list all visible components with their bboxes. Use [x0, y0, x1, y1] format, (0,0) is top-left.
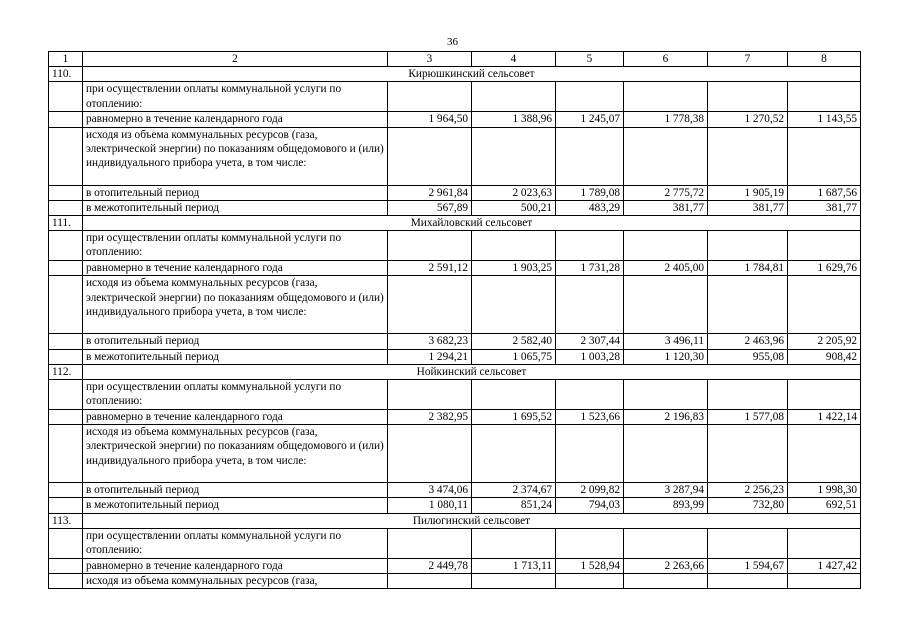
value-cell: 2 099,82 — [556, 483, 624, 498]
value-cell — [708, 574, 788, 589]
value-cell: 1 143,55 — [788, 112, 861, 127]
column-number-cell: 3 — [388, 52, 472, 67]
table-row — [49, 127, 861, 185]
value-cell: 381,77 — [624, 200, 708, 215]
value-cell — [788, 82, 861, 112]
value-cell: 1 003,28 — [556, 349, 624, 364]
column-number-cell: 6 — [624, 52, 708, 67]
value-cell — [388, 380, 472, 410]
table-row — [49, 380, 861, 410]
value-cell: 3 682,23 — [388, 334, 472, 349]
table-row — [49, 231, 861, 261]
value-cell: 908,42 — [788, 349, 861, 364]
value-cell — [388, 276, 472, 334]
row-label: при осуществлении оплаты коммунальной услуги по отоплению: — [83, 528, 388, 558]
row-label: в межотопительный период — [83, 349, 388, 364]
index-cell — [49, 528, 83, 558]
value-cell — [556, 276, 624, 334]
row-label: равномерно в течение календарного года — [83, 558, 388, 573]
row-label: в отопительный период — [83, 185, 388, 200]
table-row — [49, 528, 861, 558]
row-label: в отопительный период — [83, 334, 388, 349]
row-label: в межотопительный период — [83, 200, 388, 215]
row-label: исходя из объема коммунальных ресурсов (газа, электрической энергии) по показаниям общедомового и (или) индивидуального прибора учета, в том числе: — [83, 127, 388, 185]
value-cell: 1 427,42 — [788, 558, 861, 573]
value-cell — [624, 528, 708, 558]
row-label: при осуществлении оплаты коммунальной услуги по отоплению: — [83, 231, 388, 261]
value-cell: 381,77 — [708, 200, 788, 215]
value-cell — [556, 231, 624, 261]
index-cell — [49, 558, 83, 573]
value-cell: 2 961,84 — [388, 185, 472, 200]
row-label: в межотопительный период — [83, 498, 388, 513]
index-cell — [49, 410, 83, 425]
table-row — [49, 410, 861, 425]
row-label: при осуществлении оплаты коммунальной услуги по отоплению: — [83, 82, 388, 112]
value-cell — [472, 127, 556, 185]
value-cell: 1 245,07 — [556, 112, 624, 127]
section-row — [49, 216, 861, 231]
value-cell — [708, 380, 788, 410]
value-cell — [472, 425, 556, 483]
value-cell — [388, 425, 472, 483]
value-cell: 1 998,30 — [788, 483, 861, 498]
index-cell — [49, 82, 83, 112]
value-cell — [624, 127, 708, 185]
index-cell — [49, 185, 83, 200]
value-cell: 2 591,12 — [388, 261, 472, 276]
index-cell — [49, 276, 83, 334]
section-row — [49, 513, 861, 528]
value-cell: 2 374,67 — [472, 483, 556, 498]
value-cell — [556, 127, 624, 185]
value-cell: 1 964,50 — [388, 112, 472, 127]
table-row — [49, 349, 861, 364]
section-title: Нойкинский сельсовет — [83, 364, 861, 379]
index-cell — [49, 261, 83, 276]
table-row — [49, 574, 861, 589]
value-cell — [556, 82, 624, 112]
value-cell — [556, 380, 624, 410]
value-cell: 893,99 — [624, 498, 708, 513]
table-body — [49, 52, 861, 589]
section-row — [49, 67, 861, 82]
value-cell: 1 528,94 — [556, 558, 624, 573]
value-cell: 692,51 — [788, 498, 861, 513]
value-cell — [556, 574, 624, 589]
table-row — [49, 334, 861, 349]
column-number-row — [49, 52, 861, 67]
index-cell — [49, 425, 83, 483]
table-row — [49, 498, 861, 513]
value-cell: 483,29 — [556, 200, 624, 215]
value-cell: 1 120,30 — [624, 349, 708, 364]
value-cell: 381,77 — [788, 200, 861, 215]
value-cell: 1 594,67 — [708, 558, 788, 573]
value-cell: 851,24 — [472, 498, 556, 513]
value-cell — [788, 425, 861, 483]
value-cell: 1 778,38 — [624, 112, 708, 127]
column-number-cell: 2 — [83, 52, 388, 67]
table-row — [49, 558, 861, 573]
page-number: 36 — [447, 36, 458, 48]
index-cell — [49, 334, 83, 349]
value-cell — [624, 574, 708, 589]
value-cell: 2 256,23 — [708, 483, 788, 498]
column-number-cell: 1 — [49, 52, 83, 67]
value-cell — [624, 276, 708, 334]
section-title: Михайловский сельсовет — [83, 216, 861, 231]
value-cell — [556, 425, 624, 483]
table-row — [49, 200, 861, 215]
value-cell: 1 629,76 — [788, 261, 861, 276]
value-cell: 2 582,40 — [472, 334, 556, 349]
index-cell — [49, 200, 83, 215]
value-cell: 2 449,78 — [388, 558, 472, 573]
value-cell — [708, 231, 788, 261]
value-cell: 732,80 — [708, 498, 788, 513]
value-cell: 1 789,08 — [556, 185, 624, 200]
section-index: 112. — [49, 364, 83, 379]
value-cell — [788, 127, 861, 185]
value-cell: 3 287,94 — [624, 483, 708, 498]
value-cell — [472, 231, 556, 261]
column-number-cell: 5 — [556, 52, 624, 67]
value-cell — [556, 528, 624, 558]
value-cell — [472, 574, 556, 589]
value-cell: 2 196,83 — [624, 410, 708, 425]
value-cell: 1 731,28 — [556, 261, 624, 276]
value-cell: 500,21 — [472, 200, 556, 215]
value-cell: 2 023,63 — [472, 185, 556, 200]
value-cell — [388, 528, 472, 558]
value-cell — [472, 276, 556, 334]
table-row — [49, 82, 861, 112]
row-label: равномерно в течение календарного года — [83, 410, 388, 425]
value-cell — [624, 231, 708, 261]
value-cell: 1 294,21 — [388, 349, 472, 364]
value-cell — [388, 574, 472, 589]
value-cell: 567,89 — [388, 200, 472, 215]
value-cell — [388, 231, 472, 261]
table-row — [49, 261, 861, 276]
value-cell — [788, 574, 861, 589]
index-cell — [49, 380, 83, 410]
row-label: исходя из объема коммунальных ресурсов (газа, — [83, 574, 388, 589]
value-cell — [708, 425, 788, 483]
value-cell: 2 405,00 — [624, 261, 708, 276]
index-cell — [49, 349, 83, 364]
value-cell: 2 307,44 — [556, 334, 624, 349]
value-cell — [708, 127, 788, 185]
value-cell: 1 577,08 — [708, 410, 788, 425]
value-cell: 2 463,96 — [708, 334, 788, 349]
tariff-table — [48, 51, 861, 589]
table-row — [49, 483, 861, 498]
section-index: 111. — [49, 216, 83, 231]
row-label: исходя из объема коммунальных ресурсов (газа, электрической энергии) по показаниям общедомового и (или) индивидуального прибора учета, в том числе: — [83, 425, 388, 483]
table-row — [49, 112, 861, 127]
row-label: при осуществлении оплаты коммунальной услуги по отоплению: — [83, 380, 388, 410]
value-cell: 1 687,56 — [788, 185, 861, 200]
value-cell — [472, 82, 556, 112]
row-label: равномерно в течение календарного года — [83, 112, 388, 127]
value-cell — [788, 528, 861, 558]
row-label: исходя из объема коммунальных ресурсов (газа, электрической энергии) по показаниям общедомового и (или) индивидуального прибора учета, в том числе: — [83, 276, 388, 334]
value-cell: 2 382,95 — [388, 410, 472, 425]
value-cell — [708, 82, 788, 112]
value-cell — [788, 380, 861, 410]
section-title: Пилюгинский сельсовет — [83, 513, 861, 528]
value-cell: 2 263,66 — [624, 558, 708, 573]
value-cell: 794,03 — [556, 498, 624, 513]
table-row — [49, 425, 861, 483]
value-cell: 1 713,11 — [472, 558, 556, 573]
value-cell: 1 695,52 — [472, 410, 556, 425]
value-cell — [788, 276, 861, 334]
index-cell — [49, 483, 83, 498]
value-cell — [472, 380, 556, 410]
value-cell: 1 080,11 — [388, 498, 472, 513]
index-cell — [49, 498, 83, 513]
section-title: Кирюшкинский сельсовет — [83, 67, 861, 82]
row-label: равномерно в течение календарного года — [83, 261, 388, 276]
value-cell: 1 422,14 — [788, 410, 861, 425]
value-cell: 3 474,06 — [388, 483, 472, 498]
value-cell — [472, 528, 556, 558]
column-number-cell: 8 — [788, 52, 861, 67]
value-cell: 1 065,75 — [472, 349, 556, 364]
value-cell — [388, 82, 472, 112]
value-cell: 1 270,52 — [708, 112, 788, 127]
index-cell — [49, 127, 83, 185]
value-cell: 3 496,11 — [624, 334, 708, 349]
table-row — [49, 276, 861, 334]
value-cell — [388, 127, 472, 185]
value-cell: 1 523,66 — [556, 410, 624, 425]
table-row — [49, 185, 861, 200]
value-cell: 2 205,92 — [788, 334, 861, 349]
index-cell — [49, 231, 83, 261]
section-index: 110. — [49, 67, 83, 82]
value-cell: 2 775,72 — [624, 185, 708, 200]
value-cell: 1 388,96 — [472, 112, 556, 127]
value-cell — [624, 425, 708, 483]
value-cell — [788, 231, 861, 261]
index-cell — [49, 574, 83, 589]
section-row — [49, 364, 861, 379]
value-cell — [624, 82, 708, 112]
value-cell — [708, 276, 788, 334]
value-cell — [624, 380, 708, 410]
value-cell: 955,08 — [708, 349, 788, 364]
column-number-cell: 4 — [472, 52, 556, 67]
column-number-cell: 7 — [708, 52, 788, 67]
value-cell: 1 905,19 — [708, 185, 788, 200]
index-cell — [49, 112, 83, 127]
value-cell: 1 784,81 — [708, 261, 788, 276]
section-index: 113. — [49, 513, 83, 528]
value-cell — [708, 528, 788, 558]
row-label: в отопительный период — [83, 483, 388, 498]
value-cell: 1 903,25 — [472, 261, 556, 276]
